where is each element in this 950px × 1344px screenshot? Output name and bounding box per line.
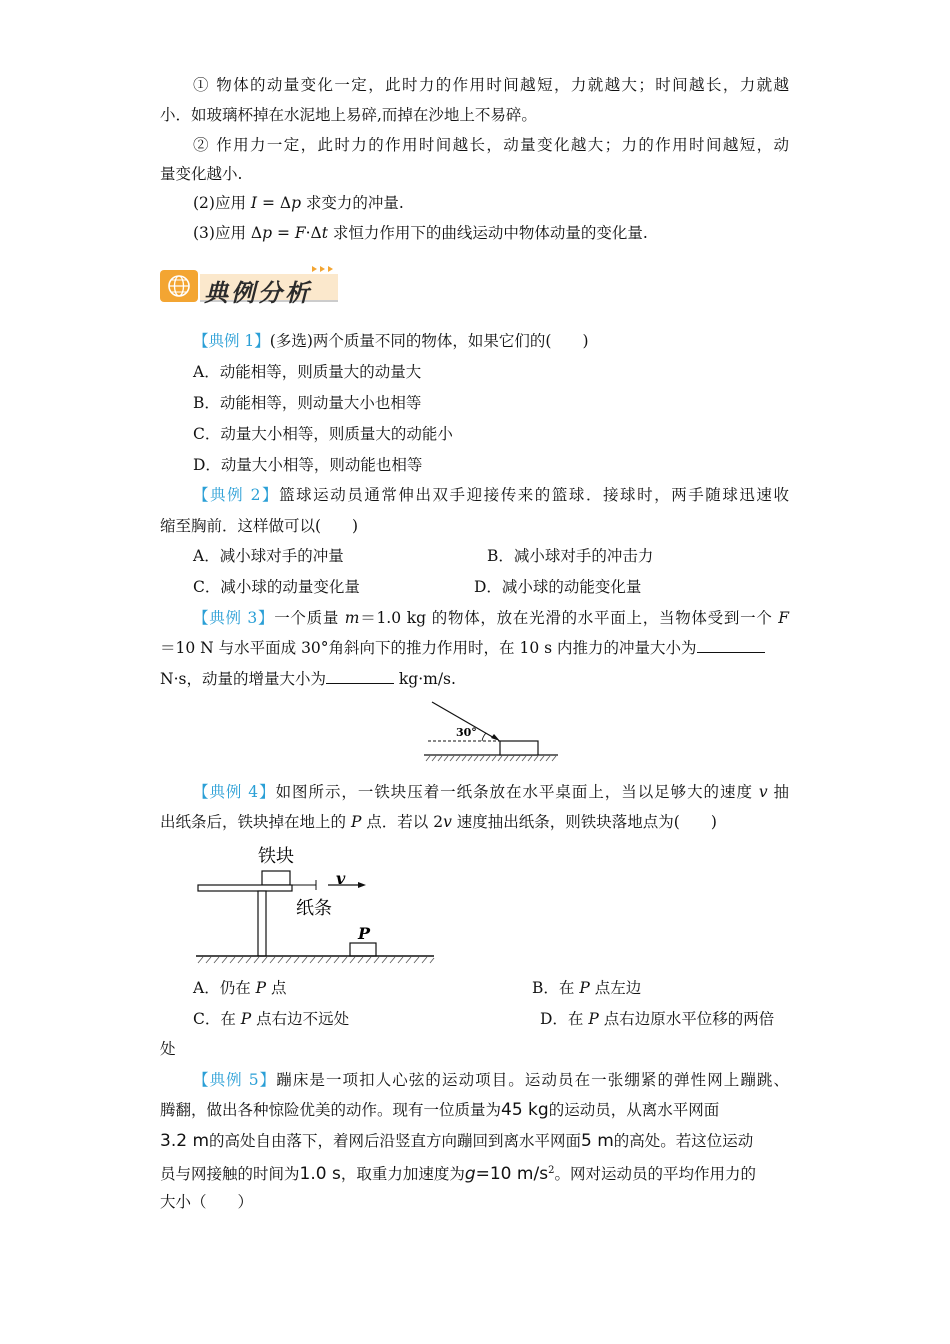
section-banner [160,264,340,307]
text-run: 点右边不远处 [251,1010,350,1028]
intro-item4 [193,222,648,244]
ex2-option-d[interactable]: D．减小球的动能变化量 [474,578,642,596]
var-I: I [250,194,258,212]
answer-blank[interactable] [326,669,394,684]
text-run: (2)应用 [193,194,251,212]
var-g: g [464,1164,476,1185]
value-height-2: 5 m [581,1131,614,1151]
value-mass: 45 kg [501,1100,549,1120]
ex3-line1 [193,607,789,629]
exponent: 2 [548,1165,555,1176]
text-run: N·s，动量的增量大小为 [160,670,326,688]
intro-item3 [193,192,404,214]
ex4-option-c[interactable] [193,1008,349,1030]
answer-blank[interactable] [697,638,765,653]
angle-label: 30° [456,726,477,739]
var-P: P [588,1010,599,1028]
value-height-1: 3.2 m [160,1131,209,1151]
example-tag: 【典例 4】 [193,783,276,801]
text-run: (3)应用 Δ [193,224,263,242]
intro-item1-line1: ① 物体的动量变化一定，此时力的作用时间越短，力就越大；时间越长，力就越 [193,76,789,94]
var-p: p [262,224,273,242]
example-tag: 【典例 2】 [193,486,280,504]
ex4-option-b[interactable] [532,977,641,999]
ex5-line2 [160,1099,719,1121]
banner-title: 典例分析 [204,279,312,307]
landing-block [350,943,376,956]
var-F: F [778,609,790,627]
var-p: p [291,194,301,212]
text-run: 速度抽出纸条，则铁块落地点为( ) [451,813,717,831]
label-paper-strip: 纸条 [296,898,332,919]
label-velocity: v [336,869,346,888]
ex5-line3 [160,1130,753,1152]
value-time: 1.0 s [299,1164,341,1185]
ex1-option-c[interactable]: C．动量大小相等，则质量大的动能小 [193,425,453,443]
label-iron-block: 铁块 [258,846,294,867]
text-run: B．在 [532,979,580,997]
var-v: v [443,813,452,831]
intro-item1-line2: 小．如玻璃杯掉在水泥地上易碎,而掉在沙地上不易碎。 [160,106,537,124]
table-leg [258,891,266,956]
ex4-figure [190,842,440,970]
text-run: 如图所示，一铁块压着一纸条放在水平桌面上，当以足够大的速度 [275,783,759,801]
text-run: 蹦床是一项扣人心弦的运动项目。运动员在一张绷紧的弹性网上蹦跳、 [276,1071,789,1089]
text-run: = [272,224,295,242]
text-run: 腾翻，做出各种惊险优美的动作。现有一位质量为 [160,1101,502,1119]
ex4-option-a[interactable] [193,977,287,999]
ground-hatch [198,957,434,963]
var-P: P [240,1010,252,1028]
text-run: 。网对运动员的平均作用力的 [554,1165,756,1184]
text-run: 点左边 [589,979,642,997]
text-run: 点右边原水平位移的两倍 [598,1010,775,1028]
text-run: D．在 [540,1010,589,1028]
ex5-line4 [160,1160,756,1185]
label-point-p: P [358,924,371,943]
text-run: 的运动员，从离水平网面 [548,1101,720,1119]
text-run: ＝1.0 kg 的物体，放在光滑的水平面上，当物体受到一个 [359,609,779,627]
arrow-mark-2 [320,266,325,272]
ex3-figure [420,700,560,766]
text-run: 求变力的冲量. [301,194,404,212]
ex2-line2: 缩至胸前．这样做可以( ) [160,517,359,535]
angle-arc [482,733,486,741]
text-run: 点．若以 2 [361,813,444,831]
text-run: ，取重力加速度为 [340,1165,465,1184]
text-run: 一个质量 [274,609,345,627]
text-run: 点 [266,979,287,997]
example-tag: 【典例 5】 [193,1071,277,1089]
text-run: ·Δ [305,224,322,242]
text-run: 抽 [767,783,789,801]
intro-item2-line1: ② 作用力一定，此时力的作用时间越长，动量变化越大；力的作用时间越短，动 [193,136,789,154]
var-F: F [294,224,306,242]
value-gravity: =10 m/s [475,1164,549,1185]
text-run: C．在 [193,1010,241,1028]
block [500,741,538,755]
text-run: 的高处自由落下，着网后沿竖直方向蹦回到离水平网面 [209,1132,582,1150]
var-t: t [321,224,328,242]
text-run: 求恒力作用下的曲线运动中物体动量的变化量. [327,224,648,242]
ex2-line1 [193,484,789,506]
text-run: 篮球运动员通常伸出双手迎接传来的篮球．接球时，两手随球迅速收 [279,486,789,504]
var-P: P [255,979,267,997]
example-tag: 【典例 3】 [193,609,275,627]
force-arrowhead [491,734,500,741]
ground-hatch [426,756,556,761]
text-run: 员与网接触的时间为 [160,1165,300,1184]
ex5-line1 [193,1069,789,1091]
var-P: P [579,979,590,997]
var-v: v [758,783,768,801]
text-run: A．仍在 [193,979,256,997]
intro-item2-line2: 量变化越小. [160,165,243,183]
arrow-mark-1 [312,266,317,272]
arrow-mark-3 [328,266,333,272]
ex4-option-d[interactable] [540,1008,774,1030]
ex1-option-a[interactable]: A．动能相等，则质量大的动量大 [193,363,422,381]
text-run: 的高处。若这位运动 [613,1132,754,1150]
text-run: 出纸条后，铁块掉在地上的 [160,813,351,831]
text-run: = Δ [257,194,292,212]
ex3-line3 [160,668,456,690]
ex5-line5: 大小（ ） [160,1193,254,1211]
ex1-option-d[interactable]: D．动量大小相等，则动能也相等 [193,456,423,474]
ex2-option-b[interactable]: B．减小球对手的冲击力 [487,547,654,565]
ex1-option-b[interactable]: B．动能相等，则动量大小也相等 [193,394,422,412]
table-top [198,885,292,891]
ex4-line2 [160,811,717,833]
ex3-line2 [160,637,765,659]
text-run: kg·m/s. [393,670,456,688]
var-m: m [344,609,360,627]
ex2-option-a[interactable]: A．减小球对手的冲量 [193,547,344,565]
iron-block [262,871,290,885]
var-P: P [350,813,362,831]
ex4-line1 [193,781,789,803]
ex4-option-d-line2: 处 [160,1040,176,1058]
example-tag: 【典例 1】 [193,332,270,350]
text-run: (多选)两个质量不同的物体，如果它们的( ) [269,332,589,350]
velocity-arrowhead [358,882,366,888]
text-run: ＝10 N 与水平面成 30°角斜向下的推力作用时，在 10 s 内推力的冲量大小为 [160,639,697,657]
ex1-stem [193,330,589,352]
ex2-option-c[interactable]: C．减小球的动量变化量 [193,578,360,596]
